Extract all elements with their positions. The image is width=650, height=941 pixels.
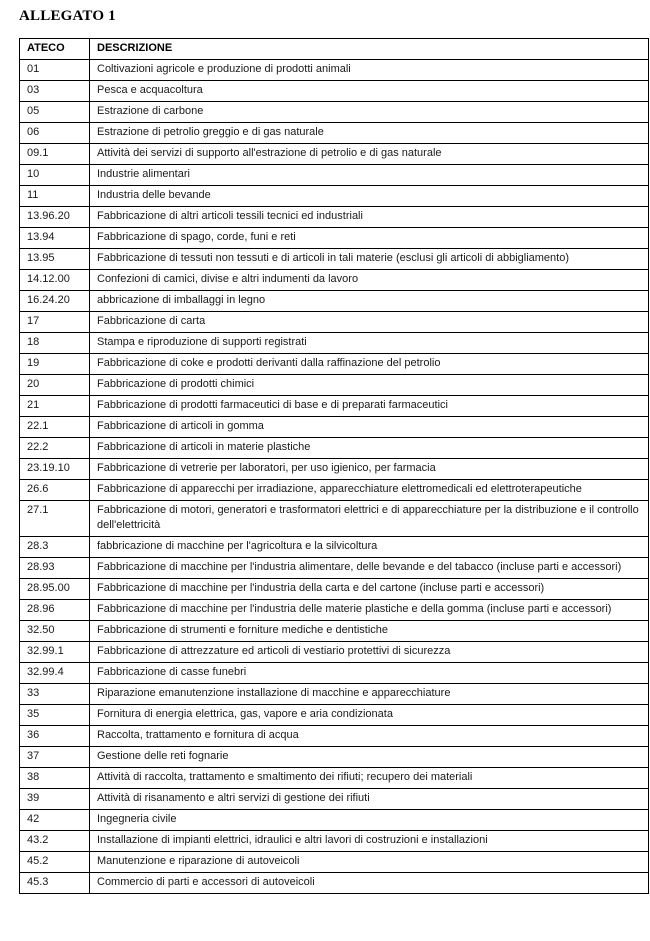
column-header-ateco: ATECO	[20, 39, 90, 60]
ateco-code-cell: 37	[20, 747, 90, 768]
table-row	[20, 165, 649, 186]
table-row	[20, 873, 649, 894]
table-row	[20, 102, 649, 123]
table-header-row	[20, 39, 649, 60]
description-cell: Gestione delle reti fognarie	[90, 747, 649, 768]
ateco-code-cell: 16.24.20	[20, 291, 90, 312]
description-cell: Fabbricazione di apparecchi per irradiazione, apparecchiature elettromedicali ed elettroterapeutiche	[90, 480, 649, 501]
description-cell: Estrazione di carbone	[90, 102, 649, 123]
description-cell: Fabbricazione di prodotti chimici	[90, 375, 649, 396]
description-cell: Confezioni di camici, divise e altri indumenti da lavoro	[90, 270, 649, 291]
ateco-code-cell: 10	[20, 165, 90, 186]
table-row	[20, 375, 649, 396]
ateco-code-cell: 32.99.4	[20, 663, 90, 684]
ateco-code-cell: 36	[20, 726, 90, 747]
ateco-code-cell: 06	[20, 123, 90, 144]
description-cell: Fabbricazione di articoli in materie plastiche	[90, 438, 649, 459]
description-cell: Fabbricazione di attrezzature ed articoli di vestiario protettivi di sicurezza	[90, 642, 649, 663]
ateco-code-cell: 20	[20, 375, 90, 396]
description-cell: Commercio di parti e accessori di autoveicoli	[90, 873, 649, 894]
ateco-code-cell: 13.95	[20, 249, 90, 270]
table-row	[20, 600, 649, 621]
ateco-code-cell: 19	[20, 354, 90, 375]
ateco-code-cell: 33	[20, 684, 90, 705]
table-row	[20, 537, 649, 558]
description-cell: Fabbricazione di carta	[90, 312, 649, 333]
ateco-code-cell: 23.19.10	[20, 459, 90, 480]
table-row	[20, 291, 649, 312]
ateco-code-cell: 28.3	[20, 537, 90, 558]
table-row	[20, 747, 649, 768]
ateco-code-cell: 32.99.1	[20, 642, 90, 663]
ateco-code-cell: 28.95.00	[20, 579, 90, 600]
table-row	[20, 60, 649, 81]
table-row	[20, 396, 649, 417]
table-row	[20, 81, 649, 102]
table-row	[20, 123, 649, 144]
table-row	[20, 270, 649, 291]
ateco-code-cell: 13.96.20	[20, 207, 90, 228]
table-row	[20, 333, 649, 354]
description-cell: Fabbricazione di macchine per l'industria delle materie plastiche e della gomma (incluse parti e accessori)	[90, 600, 649, 621]
table-row	[20, 459, 649, 480]
table-row	[20, 768, 649, 789]
description-cell: Pesca e acquacoltura	[90, 81, 649, 102]
description-cell: Manutenzione e riparazione di autoveicoli	[90, 852, 649, 873]
table-row	[20, 642, 649, 663]
table-row	[20, 579, 649, 600]
table-row	[20, 705, 649, 726]
ateco-code-cell: 01	[20, 60, 90, 81]
description-cell: Fornitura di energia elettrica, gas, vapore e aria condizionata	[90, 705, 649, 726]
ateco-table	[19, 38, 649, 894]
table-row	[20, 810, 649, 831]
table-row	[20, 354, 649, 375]
description-cell: Fabbricazione di altri articoli tessili tecnici ed industriali	[90, 207, 649, 228]
description-cell: Fabbricazione di vetrerie per laboratori, per uso igienico, per farmacia	[90, 459, 649, 480]
description-cell: Fabbricazione di macchine per l'industria della carta e del cartone (incluse parti e accessori)	[90, 579, 649, 600]
table-body	[20, 60, 649, 894]
ateco-code-cell: 43.2	[20, 831, 90, 852]
description-cell: Fabbricazione di motori, generatori e trasformatori elettrici e di apparecchiature per la distribuzione e il controllo dell'elettricità	[90, 501, 649, 537]
ateco-code-cell: 09.1	[20, 144, 90, 165]
ateco-code-cell: 13.94	[20, 228, 90, 249]
ateco-code-cell: 18	[20, 333, 90, 354]
table-row	[20, 852, 649, 873]
page-title: ALLEGATO 1	[19, 8, 116, 24]
description-cell: Fabbricazione di spago, corde, funi e reti	[90, 228, 649, 249]
ateco-code-cell: 26.6	[20, 480, 90, 501]
description-cell: Attività di raccolta, trattamento e smaltimento dei rifiuti; recupero dei materiali	[90, 768, 649, 789]
description-cell: Fabbricazione di macchine per l'industria alimentare, delle bevande e del tabacco (incluse parti e accessori)	[90, 558, 649, 579]
description-cell: Fabbricazione di prodotti farmaceutici di base e di preparati farmaceutici	[90, 396, 649, 417]
description-cell: Fabbricazione di coke e prodotti derivanti dalla raffinazione del petrolio	[90, 354, 649, 375]
ateco-code-cell: 28.93	[20, 558, 90, 579]
table-row	[20, 186, 649, 207]
column-header-descrizione: DESCRIZIONE	[90, 39, 649, 60]
table-row	[20, 480, 649, 501]
description-cell: Industria delle bevande	[90, 186, 649, 207]
ateco-code-cell: 22.1	[20, 417, 90, 438]
ateco-code-cell: 45.2	[20, 852, 90, 873]
description-cell: Riparazione emanutenzione installazione di macchine e apparecchiature	[90, 684, 649, 705]
ateco-code-cell: 42	[20, 810, 90, 831]
table-row	[20, 558, 649, 579]
description-cell: fabbricazione di macchine per l'agricoltura e la silvicoltura	[90, 537, 649, 558]
description-cell: Ingegneria civile	[90, 810, 649, 831]
table-row	[20, 621, 649, 642]
ateco-code-cell: 11	[20, 186, 90, 207]
description-cell: Fabbricazione di casse funebri	[90, 663, 649, 684]
ateco-code-cell: 03	[20, 81, 90, 102]
description-cell: abbricazione di imballaggi in legno	[90, 291, 649, 312]
table-row	[20, 501, 649, 537]
ateco-code-cell: 39	[20, 789, 90, 810]
table-row	[20, 228, 649, 249]
table-row	[20, 417, 649, 438]
table-row	[20, 207, 649, 228]
table-row	[20, 726, 649, 747]
ateco-code-cell: 28.96	[20, 600, 90, 621]
ateco-code-cell: 05	[20, 102, 90, 123]
ateco-code-cell: 14.12.00	[20, 270, 90, 291]
description-cell: Industrie alimentari	[90, 165, 649, 186]
ateco-code-cell: 35	[20, 705, 90, 726]
description-cell: Installazione di impianti elettrici, idraulici e altri lavori di costruzioni e installazioni	[90, 831, 649, 852]
ateco-code-cell: 45.3	[20, 873, 90, 894]
table-row	[20, 312, 649, 333]
description-cell: Fabbricazione di articoli in gomma	[90, 417, 649, 438]
ateco-code-cell: 27.1	[20, 501, 90, 537]
table-row	[20, 249, 649, 270]
ateco-code-cell: 32.50	[20, 621, 90, 642]
ateco-code-cell: 38	[20, 768, 90, 789]
table-row	[20, 789, 649, 810]
ateco-code-cell: 22.2	[20, 438, 90, 459]
description-cell: Estrazione di petrolio greggio e di gas naturale	[90, 123, 649, 144]
table-row	[20, 831, 649, 852]
description-cell: Stampa e riproduzione di supporti registrati	[90, 333, 649, 354]
description-cell: Fabbricazione di tessuti non tessuti e di articoli in tali materie (esclusi gli articoli di abbigliamento)	[90, 249, 649, 270]
ateco-code-cell: 17	[20, 312, 90, 333]
table-row	[20, 663, 649, 684]
description-cell: Attività dei servizi di supporto all'estrazione di petrolio e di gas naturale	[90, 144, 649, 165]
description-cell: Fabbricazione di strumenti e forniture mediche e dentistiche	[90, 621, 649, 642]
table-row	[20, 144, 649, 165]
description-cell: Coltivazioni agricole e produzione di prodotti animali	[90, 60, 649, 81]
description-cell: Raccolta, trattamento e fornitura di acqua	[90, 726, 649, 747]
table-row	[20, 438, 649, 459]
ateco-code-cell: 21	[20, 396, 90, 417]
table-row	[20, 684, 649, 705]
description-cell: Attività di risanamento e altri servizi di gestione dei rifiuti	[90, 789, 649, 810]
